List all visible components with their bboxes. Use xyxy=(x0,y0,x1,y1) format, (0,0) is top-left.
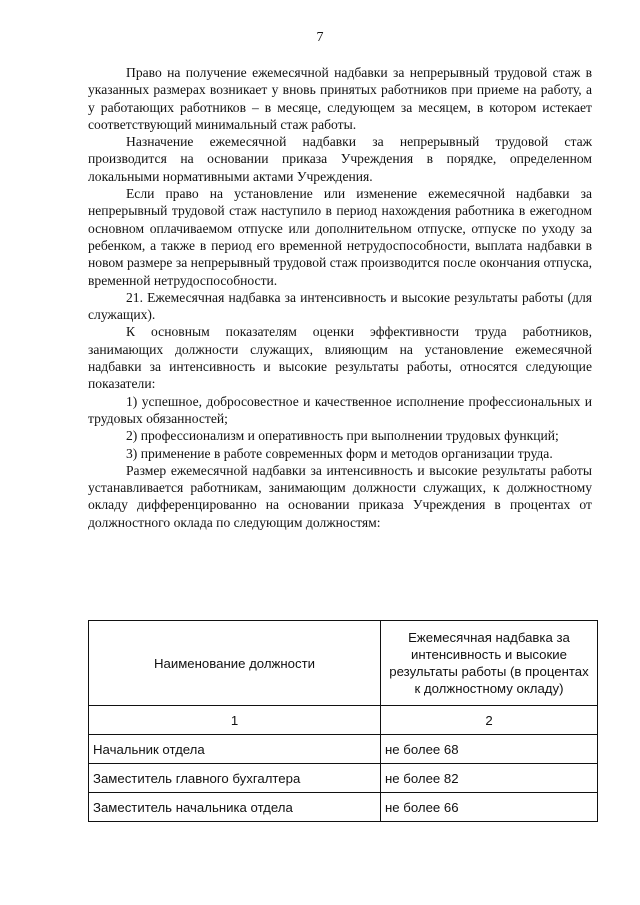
list-item: 3) применение в работе современных форм и методов организации труда. xyxy=(126,445,553,461)
column-number: 1 xyxy=(89,706,381,735)
paragraph: Размер ежемесячной надбавки за интенсивность и высокие результаты работы устанавливается работникам, занимающим должности служащих, к должностному окладу дифференцированно на основании приказа Учреждения в процентах от должностного оклада по следующим должностям: xyxy=(88,462,592,530)
paragraph: Право на получение ежемесячной надбавки за непрерывный трудовой стаж в указанных размерах возникает у вновь принятых работников при приеме на работу, а у работающих работников – в месяце, следующем за месяцем, в котором истекает соответствующий минимальный стаж работы. xyxy=(88,65,592,132)
header-allowance: Ежемесячная надбавка за интенсивность и высокие результаты работы (в процентах к должностному окладу) xyxy=(381,621,598,706)
paragraph: Назначение ежемесячной надбавки за непрерывный трудовой стаж производится на основании приказа Учреждения в порядке, определенном локальными нормативными актами Учреждения. xyxy=(88,134,592,184)
allowance-cell: не более 66 xyxy=(381,793,598,822)
allowance-cell: не более 82 xyxy=(381,764,598,793)
position-cell: Заместитель начальника отдела xyxy=(89,793,381,822)
allowance-cell: не более 68 xyxy=(381,735,598,764)
header-position: Наименование должности xyxy=(89,621,381,706)
list-item: 1) успешное, добросовестное и качественное исполнение профессиональных и трудовых обязанностей; xyxy=(88,393,592,426)
table-header-row xyxy=(89,621,598,706)
table-row xyxy=(89,764,598,793)
section-heading: 21. Ежемесячная надбавка за интенсивность и высокие результаты работы (для служащих). xyxy=(88,289,592,323)
position-cell: Заместитель главного бухгалтера xyxy=(89,764,381,793)
table-row xyxy=(89,735,598,764)
paragraph: Если право на установление или изменение ежемесячной надбавки за непрерывный трудовой стаж наступило в период нахождения работника в ежегодном основном оплачиваемом отпуске или дополнительном отпуске, отпуске по уходу за ребенком, а также в период его временной нетрудоспособности, выплата надбавки в новом размере за непрерывный трудовой стаж производится после окончания отпуска, временной нетрудоспособности. xyxy=(88,186,592,288)
table-row xyxy=(89,793,598,822)
list-item: 2) профессионализм и оперативность при выполнении трудовых функций; xyxy=(126,428,559,444)
column-number: 2 xyxy=(381,706,598,735)
document-body xyxy=(88,64,592,531)
page-number: 7 xyxy=(316,30,324,45)
paragraph: К основным показателям оценки эффективности труда работников, занимающих должности служащих, влияющим на установление ежемесячной надбавки за интенсивность и высокие результаты работы, относятся следующие показатели: xyxy=(88,324,592,392)
column-number-row xyxy=(89,706,598,735)
positions-table xyxy=(88,620,598,822)
position-cell: Начальник отдела xyxy=(89,735,381,764)
